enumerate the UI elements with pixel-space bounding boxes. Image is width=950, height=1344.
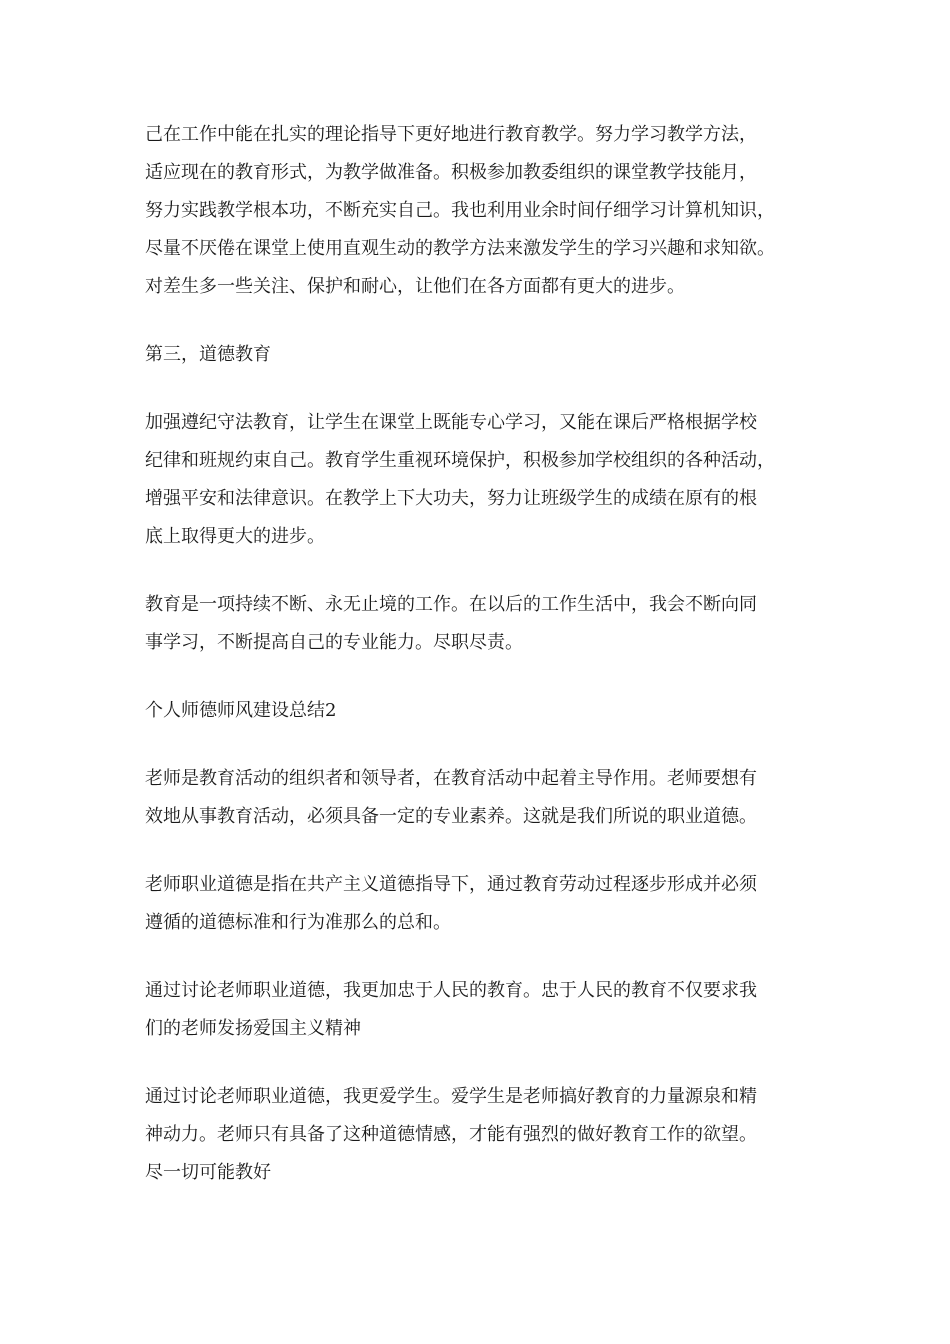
paragraph-gap: [145, 662, 825, 692]
text-line: 加强遵纪守法教育，让学生在课堂上既能专心学习，又能在课后严格根据学校: [145, 412, 757, 433]
paragraph-gap: [145, 306, 825, 336]
text-line: 通过讨论老师职业道德，我更爱学生。爱学生是老师搞好教育的力量源泉和精: [145, 1086, 757, 1107]
document-page: [145, 116, 825, 1192]
paragraph-3: [145, 404, 825, 556]
paragraph-gap: [145, 836, 825, 866]
text-line: 增强平安和法律意识。在教学上下大功夫，努力让班级学生的成绩在原有的根: [145, 488, 757, 509]
paragraph-7: [145, 866, 825, 942]
heading-line: 第三，道德教育: [145, 344, 271, 365]
section-heading-summary-2: [145, 692, 825, 730]
heading-line: 个人师德师风建设总结2: [145, 700, 337, 721]
text-line: 努力实践教学根本功，不断充实自己。我也利用业余时间仔细学习计算机知识，: [145, 200, 775, 221]
text-line: 事学习，不断提高自己的专业能力。尽职尽责。: [145, 632, 523, 653]
text-line: 己在工作中能在扎实的理论指导下更好地进行教育教学。努力学习教学方法，: [145, 124, 757, 145]
text-line: 通过讨论老师职业道德，我更加忠于人民的教育。忠于人民的教育不仅要求我: [145, 980, 757, 1001]
text-line: 对差生多一些关注、保护和耐心，让他们在各方面都有更大的进步。: [145, 276, 685, 297]
paragraph-gap: [145, 556, 825, 586]
text-line: 效地从事教育活动，必须具备一定的专业素养。这就是我们所说的职业道德。: [145, 806, 757, 827]
paragraph-4: [145, 586, 825, 662]
text-line: 尽一切可能教好: [145, 1162, 271, 1183]
text-line: 老师是教育活动的组织者和领导者，在教育活动中起着主导作用。老师要想有: [145, 768, 757, 789]
paragraph-gap: [145, 942, 825, 972]
paragraph-8: [145, 972, 825, 1048]
paragraph-gap: [145, 1048, 825, 1078]
paragraph-6: [145, 760, 825, 836]
text-line: 遵循的道德标准和行为准那么的总和。: [145, 912, 451, 933]
paragraph-1: [145, 116, 825, 306]
text-line: 纪律和班规约束自己。教育学生重视环境保护，积极参加学校组织的各种活动，: [145, 450, 775, 471]
paragraph-gap: [145, 374, 825, 404]
text-line: 底上取得更大的进步。: [145, 526, 325, 547]
text-line: 适应现在的教育形式，为教学做准备。积极参加教委组织的课堂教学技能月，: [145, 162, 757, 183]
paragraph-gap: [145, 730, 825, 760]
section-heading-moral-education: [145, 336, 825, 374]
text-line: 老师职业道德是指在共产主义道德指导下，通过教育劳动过程逐步形成并必须: [145, 874, 757, 895]
text-line: 们的老师发扬爱国主义精神: [145, 1018, 361, 1039]
text-line: 教育是一项持续不断、永无止境的工作。在以后的工作生活中，我会不断向同: [145, 594, 757, 615]
text-line: 尽量不厌倦在课堂上使用直观生动的教学方法来激发学生的学习兴趣和求知欲。: [145, 238, 775, 259]
text-line: 神动力。老师只有具备了这种道德情感，才能有强烈的做好教育工作的欲望。: [145, 1124, 757, 1145]
paragraph-9: [145, 1078, 825, 1192]
